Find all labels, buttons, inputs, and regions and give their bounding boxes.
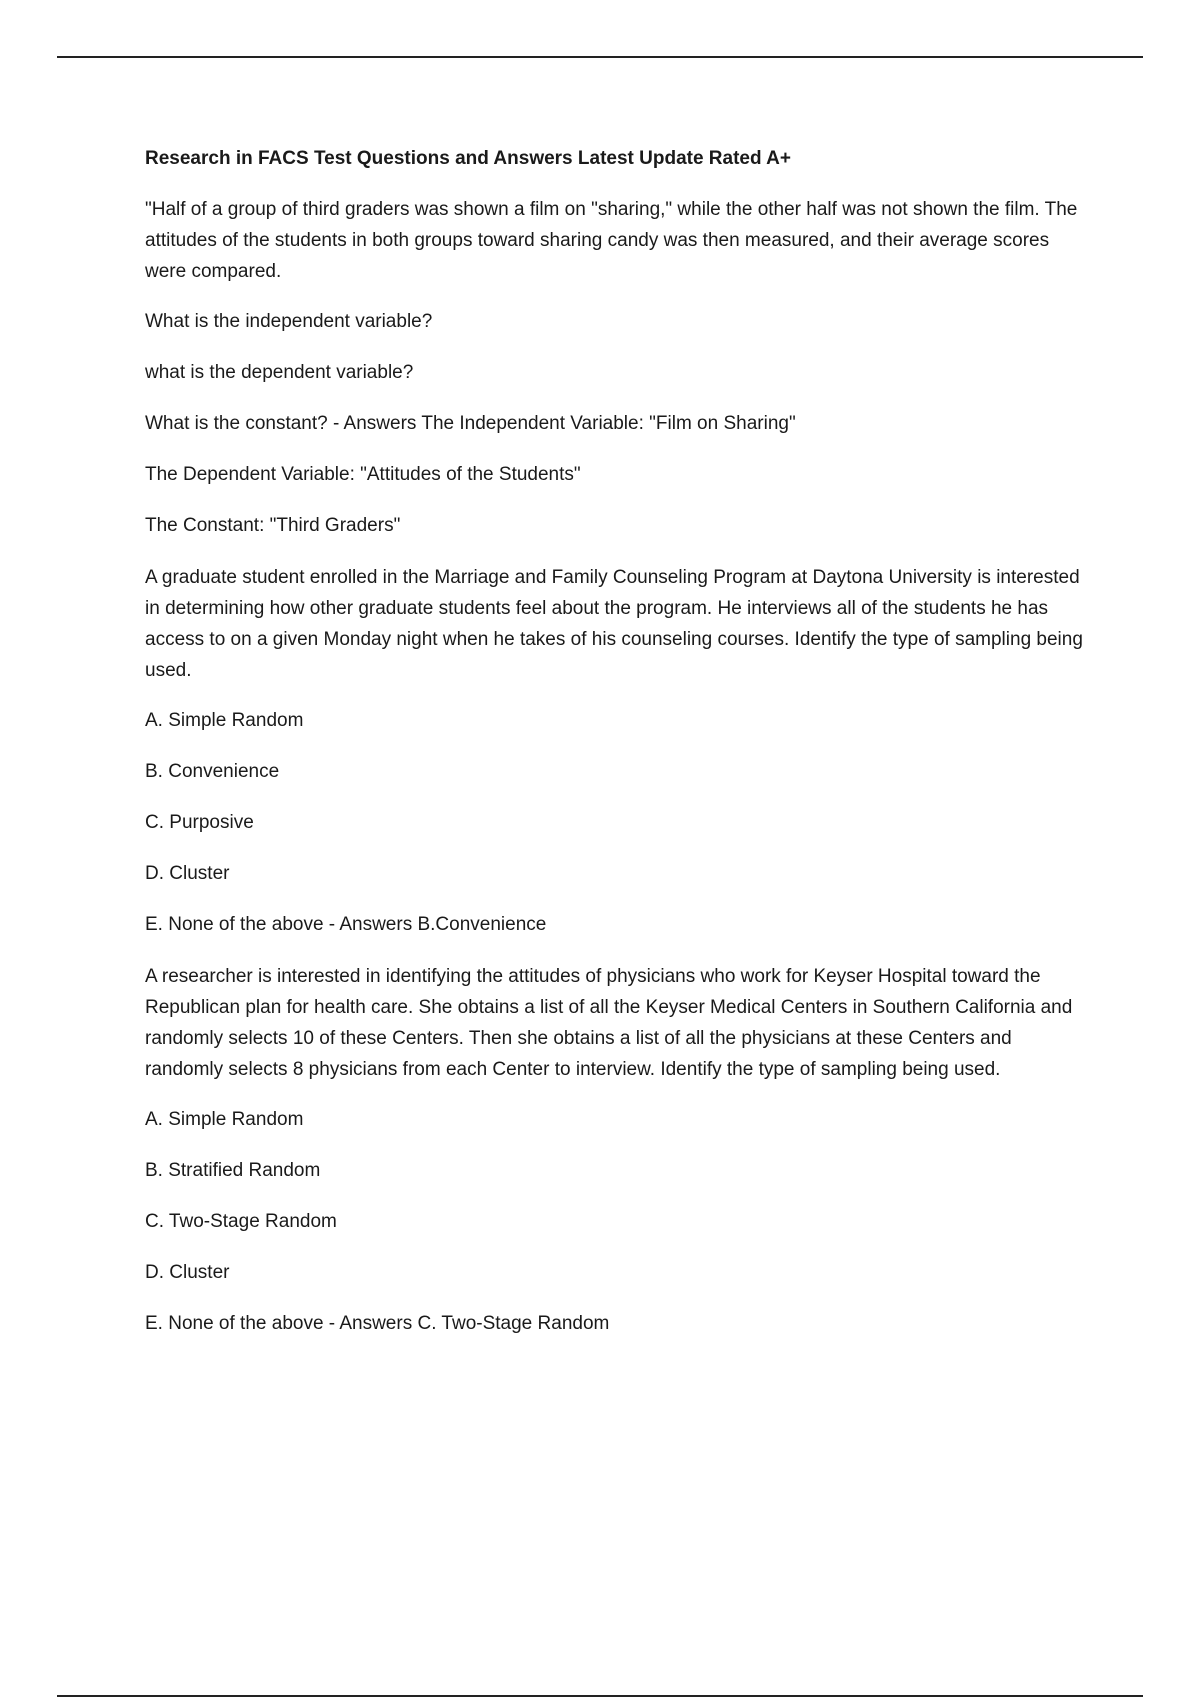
- q2-option-c: C. Purposive: [145, 812, 254, 833]
- document-title: Research in FACS Test Questions and Answers Latest Update Rated A+: [145, 148, 791, 169]
- q1-sub-question-1: What is the independent variable?: [145, 311, 433, 332]
- q2-option-b: B. Convenience: [145, 761, 280, 782]
- q1-prompt: "Half of a group of third graders was shown a film on "sharing," while the other half was not shown the film. The attitudes of the students in both groups toward sharing candy was then measured, and their average scores were compared.: [145, 199, 1078, 282]
- document-body: [145, 144, 1085, 1360]
- q3-prompt: A researcher is interested in identifying the attitudes of physicians who work for Keyser Hospital toward the Republican plan for health care. She obtains a list of all the Keyser Medical Centers in Southern California and randomly selects 10 of these Centers. Then she obtains a list of all the physicians at these Centers and randomly selects 8 physicians from each Center to interview. Identify the type of sampling being used.: [145, 966, 1073, 1080]
- q3-option-a: A. Simple Random: [145, 1109, 304, 1130]
- q2-option-a: A. Simple Random: [145, 710, 304, 731]
- q3-option-c: C. Two-Stage Random: [145, 1211, 337, 1232]
- header-rule: [57, 56, 1143, 58]
- footer-rule: [57, 1695, 1143, 1697]
- q1-sub-question-3: What is the constant? - Answers The Independent Variable: "Film on Sharing": [145, 413, 796, 434]
- q2-option-e-answer: E. None of the above - Answers B.Convenience: [145, 914, 547, 935]
- q3-option-b: B. Stratified Random: [145, 1160, 321, 1181]
- q3-option-d: D. Cluster: [145, 1262, 230, 1283]
- q2-prompt: A graduate student enrolled in the Marriage and Family Counseling Program at Daytona University is interested in determining how other graduate students feel about the program. He interviews all of the students he has access to on a given Monday night when he takes of his counseling courses. Identify the type of sampling being used.: [145, 567, 1083, 681]
- q1-sub-question-2: what is the dependent variable?: [145, 362, 414, 383]
- q2-option-d: D. Cluster: [145, 863, 230, 884]
- q1-answer-dependent: The Dependent Variable: "Attitudes of the Students": [145, 464, 581, 485]
- q3-option-e-answer: E. None of the above - Answers C. Two-Stage Random: [145, 1313, 610, 1334]
- q1-answer-constant: The Constant: "Third Graders": [145, 515, 401, 536]
